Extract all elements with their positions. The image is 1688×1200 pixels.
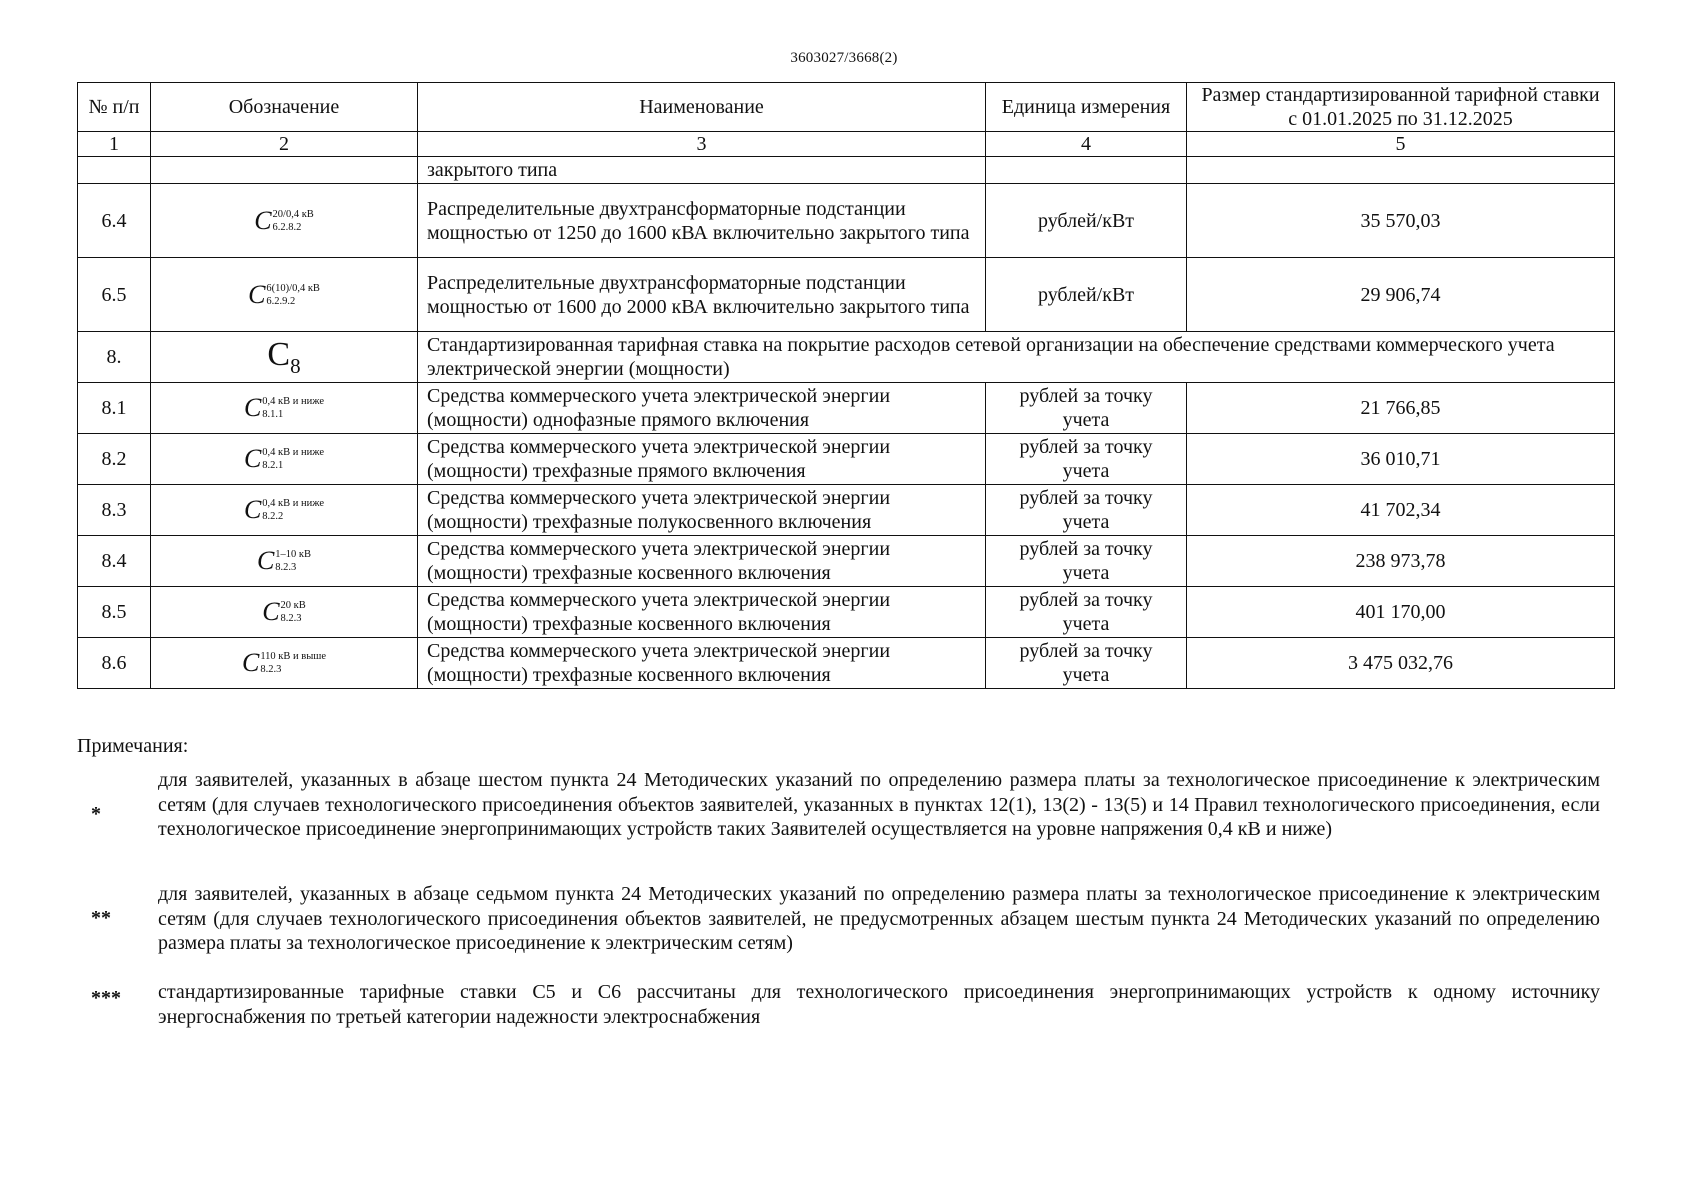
row-value: 3 475 032,76 bbox=[1187, 638, 1615, 689]
tariff-symbol: C 20 кВ 8.2.3 bbox=[151, 587, 418, 638]
row-number: 8. bbox=[78, 332, 151, 383]
row-value: 29 906,74 bbox=[1187, 258, 1615, 332]
row-unit: рублей за точку учета bbox=[986, 638, 1187, 689]
row-unit: рублей за точку учета bbox=[986, 485, 1187, 536]
table-row bbox=[78, 587, 1615, 638]
table-row bbox=[78, 258, 1615, 332]
row-name: Средства коммерческого учета электрической энергии (мощности) трехфазные полукосвенного включения bbox=[418, 485, 986, 536]
row-name: Средства коммерческого учета электрической энергии (мощности) трехфазные косвенного включения bbox=[418, 638, 986, 689]
row-name: Распределительные двухтрансформаторные подстанции мощностью от 1600 до 2000 кВА включительно закрытого типа bbox=[418, 258, 986, 332]
row-unit: рублей/кВт bbox=[986, 258, 1187, 332]
row-value: 21 766,85 bbox=[1187, 383, 1615, 434]
continuation-text: закрытого типа bbox=[418, 157, 986, 184]
cell-num bbox=[78, 157, 151, 184]
column-index: 3 bbox=[418, 132, 986, 157]
row-unit: рублей/кВт bbox=[986, 184, 1187, 258]
row-name: Средства коммерческого учета электрической энергии (мощности) трехфазные прямого включения bbox=[418, 434, 986, 485]
note-text: для заявителей, указанных в абзаце шестом пункта 24 Методических указаний по определению размера платы за технологическое присоединение к электрическим сетям (для случаев технологического присоединения объектов заявителей, указанных в пунктах 12(1), 13(2) - 13(5) и 14 Правил технологического присоединения, если технологическое присоединение энергопринимающих устройств таких Заявителей осуществляется на уровне напряжения 0,4 кВ и ниже) bbox=[158, 769, 1600, 840]
header-designation: Обозначение bbox=[151, 83, 418, 132]
row-number: 8.2 bbox=[78, 434, 151, 485]
row-number: 8.4 bbox=[78, 536, 151, 587]
tariff-symbol: C 0,4 кВ и ниже 8.2.1 bbox=[151, 434, 418, 485]
row-number: 8.5 bbox=[78, 587, 151, 638]
notes-title: Примечания: bbox=[77, 735, 189, 757]
document-number: 3603027/3668(2) bbox=[790, 50, 898, 66]
note-text: для заявителей, указанных в абзаце седьмом пункта 24 Методических указаний по определению размера платы за технологическое присоединение к электрическим сетям (для случаев технологического присоединения объектов заявителей, не предусмотренных абзацем шестым пункта 24 Методических указаний по определению размера платы за технологическое присоединение к электрическим сетям) bbox=[158, 883, 1600, 954]
tariff-symbol: C 0,4 кВ и ниже 8.2.2 bbox=[151, 485, 418, 536]
row-number: 6.4 bbox=[78, 184, 151, 258]
tariff-symbol: C 20/0,4 кВ 6.2.8.2 bbox=[151, 184, 418, 258]
row-value: 401 170,00 bbox=[1187, 587, 1615, 638]
header-num: № п/п bbox=[78, 83, 151, 132]
cell-unit bbox=[986, 157, 1187, 184]
row-name: Средства коммерческого учета электрической энергии (мощности) трехфазные косвенного включения bbox=[418, 587, 986, 638]
row-value: 36 010,71 bbox=[1187, 434, 1615, 485]
table-row bbox=[78, 434, 1615, 485]
table-row bbox=[78, 536, 1615, 587]
row-number: 8.6 bbox=[78, 638, 151, 689]
row-unit: рублей за точку учета bbox=[986, 383, 1187, 434]
row-unit: рублей за точку учета bbox=[986, 434, 1187, 485]
note-marker: *** bbox=[91, 987, 121, 1009]
column-index-row bbox=[78, 132, 1615, 157]
note-text: стандартизированные тарифные ставки С5 и С6 рассчитаны для технологического присоединения энергопринимающих устройств к одному источнику энергоснабжения по третьей категории надежности электроснабжения bbox=[158, 981, 1600, 1028]
row-value: 238 973,78 bbox=[1187, 536, 1615, 587]
row-name: Средства коммерческого учета электрической энергии (мощности) трехфазные косвенного включения bbox=[418, 536, 986, 587]
continuation-row bbox=[78, 157, 1615, 184]
note-marker: * bbox=[91, 803, 101, 825]
row-number: 6.5 bbox=[78, 258, 151, 332]
table-row bbox=[78, 485, 1615, 536]
table-row bbox=[78, 638, 1615, 689]
tariff-symbol: C 0,4 кВ и ниже 8.1.1 bbox=[151, 383, 418, 434]
column-index: 4 bbox=[986, 132, 1187, 157]
row-name: Средства коммерческого учета электрической энергии (мощности) однофазные прямого включения bbox=[418, 383, 986, 434]
header-unit: Единица измерения bbox=[986, 83, 1187, 132]
cell-symbol bbox=[151, 157, 418, 184]
section-name: Стандартизированная тарифная ставка на покрытие расходов сетевой организации на обеспечение средствами коммерческого учета электрической энергии (мощности) bbox=[418, 332, 1615, 383]
row-value: 35 570,03 bbox=[1187, 184, 1615, 258]
table-section-row bbox=[78, 332, 1615, 383]
tariff-symbol: C 110 кВ и выше 8.2.3 bbox=[151, 638, 418, 689]
header-value: Размер стандартизированной тарифной ставки с 01.01.2025 по 31.12.2025 bbox=[1187, 83, 1615, 132]
row-name: Распределительные двухтрансформаторные подстанции мощностью от 1250 до 1600 кВА включительно закрытого типа bbox=[418, 184, 986, 258]
tariff-symbol: C 1–10 кВ 8.2.3 bbox=[151, 536, 418, 587]
column-index: 5 bbox=[1187, 132, 1615, 157]
row-unit: рублей за точку учета bbox=[986, 536, 1187, 587]
table-row bbox=[78, 383, 1615, 434]
tariff-symbol: C 6(10)/0,4 кВ 6.2.9.2 bbox=[151, 258, 418, 332]
row-value: 41 702,34 bbox=[1187, 485, 1615, 536]
tariff-symbol: C8 bbox=[151, 332, 418, 383]
table-header-row bbox=[78, 83, 1615, 132]
header-name: Наименование bbox=[418, 83, 986, 132]
cell-value bbox=[1187, 157, 1615, 184]
column-index: 1 bbox=[78, 132, 151, 157]
row-unit: рублей за точку учета bbox=[986, 587, 1187, 638]
row-number: 8.1 bbox=[78, 383, 151, 434]
row-number: 8.3 bbox=[78, 485, 151, 536]
table-row bbox=[78, 184, 1615, 258]
note-marker: ** bbox=[91, 907, 111, 929]
tariff-table bbox=[77, 82, 1615, 689]
column-index: 2 bbox=[151, 132, 418, 157]
